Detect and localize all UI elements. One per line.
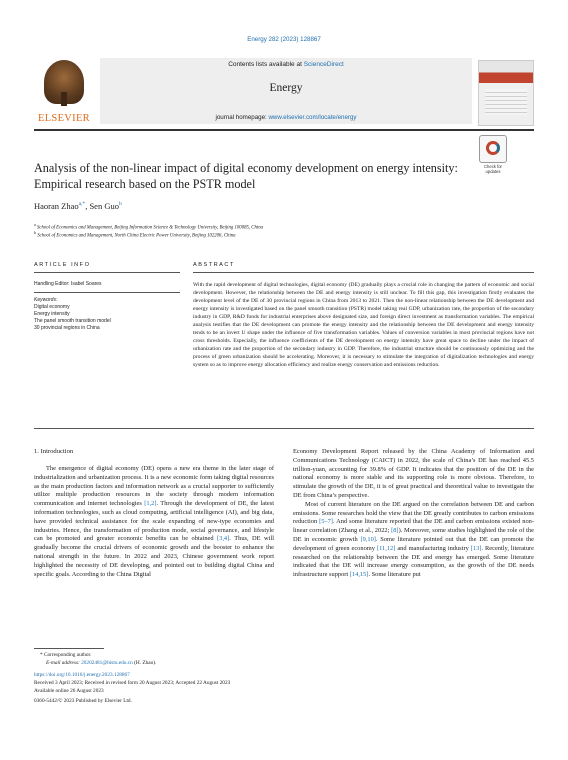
abstract-heading: ABSTRACT bbox=[193, 262, 235, 268]
doi-link[interactable]: https://doi.org/10.1016/j.energy.2023.128867 bbox=[34, 672, 130, 678]
check-for-updates-button[interactable]: Check for updates bbox=[478, 135, 508, 174]
publisher-name: ELSEVIER bbox=[38, 113, 90, 124]
copyright: 0360-5442/© 2023 Published by Elsevier Ltd. bbox=[34, 698, 132, 704]
intro-right-column bbox=[293, 448, 534, 580]
article-info-rule bbox=[34, 272, 180, 273]
citation-link[interactable]: [13] bbox=[470, 544, 482, 552]
corresponding-note: * Corresponding author. bbox=[40, 652, 92, 658]
journal-banner bbox=[100, 58, 472, 124]
affiliation-marker[interactable]: a,* bbox=[78, 201, 86, 208]
available-online: Available online 26 August 2023 bbox=[34, 688, 104, 694]
citation-link[interactable]: [9,10] bbox=[360, 535, 376, 543]
abstract-rule bbox=[193, 272, 534, 273]
article-title: Analysis of the non-linear impact of digital economy development on energy intensity: Empirical research based on the PSTR model bbox=[34, 161, 458, 191]
keyword: 30 provincial regions in China bbox=[34, 325, 100, 331]
received-dates: Received 3 April 2023; Received in revised form 20 August 2023; Accepted 22 August 2023 bbox=[34, 680, 231, 686]
intro-left-column bbox=[34, 465, 274, 579]
article-info-heading: ARTICLE INFO bbox=[34, 262, 91, 268]
section-heading-introduction: 1. Introduction bbox=[34, 448, 74, 455]
contents-line: Contents lists available at ScienceDirect bbox=[228, 61, 344, 68]
author-list: Haoran Zhao$^{a,*}$, Sen Guo$^b$ bbox=[34, 201, 122, 211]
journal-cover-thumbnail[interactable] bbox=[478, 60, 534, 126]
paragraph: The emergence of digital economy (DE) opens a new era theme in the later stage of industrialization and urbanization process. It is a new economic form taking digital resources as the main production factors and information network as a crucial supporter to sufficiently utilize multiple production resources in the society through modern information communication and internet technologies [1,2]. Through the development of DE, the latest information technologies, such as cloud computing, artificial intelligence (AI), and big data, have provided technical assistance for the scale expanding of new-type economies and industries. Hence, the transformation of production mode, social governance, and lifestyle can be promoted and greater economic benefits can be obtained [3,4]. Thus, DE will gradually become the crucial drivers of economic growth and the booster to enhance the national strength in the future. In 2022 and 2023, Chinese government work report highlighted the necessity of DE developing, and pointed out to building digital China and specific goals. According to the China Digital bbox=[34, 465, 274, 578]
paragraph: Most of current literature on the DE argued on the correlation between DE and carbon emissions. Some researches hold the view that the DE greatly contributes to carbon emissions reduction [5–7]. And some literature reported that the DE and carbon emissions existed non-linear correlation (Zhang et al., 2022; [8]). Moreover, some studies highlighted the role of the DE in economic growth [9,10]. Some literature pointed out that the DE can promote the development of green economy [11,12] and manufacturing industry [13]. Recently, literature researched on the relationship between the DE and energy has emerged. Some literature indicated that the DE will increase energy consumption, as the growth of the DE needs infrastructure support [14,15]. Some literature put bbox=[293, 500, 534, 579]
sciencedirect-link[interactable]: ScienceDirect bbox=[303, 61, 344, 68]
paragraph: Economy Development Report released by the China Academy of Information and Communications Technology (CAICT) in 2022, the scale of China’s DE has reached 45.5 trillion-yuan, accounting for 39.8% of GDP. It indicates that the position of the DE in the national economy is more stable and its supporting role is more obvious. Therefore, to stimulate the growth of the DE, it is of great practical and theoretical value to investigate the DE from China’s perspective. bbox=[293, 448, 534, 499]
header-divider bbox=[34, 129, 534, 131]
affiliation-b: $^b$ School of Economics and Management, North China Electric Power University, Beijing 102206, China bbox=[34, 230, 236, 239]
abstract-text: With the rapid development of digital technologies, digital economy (DE) gradually plays a crucial role in changing the pattern of economic and social development. However, the relationship between the DE and energy intensity is still unclear. To fill this gap, this investigation firstly evaluates the development level of the DE of 30 provincial regions in China from 2013 to 2021. Then the non-linear relationship between the DE development and energy intensity is investigated based on the panel smooth transition (PSTR) model taking real GDP, urbanization rate, the proportion of the secondary industry in GDP, R&D funds for industrial enterprises above designated size, and foreign direct investment as transformation variables. The empirical analysis testifies that the DE development can promote the energy intensity and the relationship between the DE development and energy intensity tends to be an invert U shape under the influence of five transformation variables. Values of conversion variables in most provincial regions have not cross thresholds. Especially, the influence coefficients of the DE development on energy intensity have great space to decline under the impact of urbanization rate and the proportion of the secondary industry in GDP. Therefore, the industrial structure should be continuously optimizing and the process of green urbanization should be accelerating. Moreover, it is necessary to stimulate the integration of digitalization technologies and energy system so as to improve energy allocation efficiency and realize energy conservation and emissions reduction. bbox=[193, 282, 534, 368]
editor-rule bbox=[34, 292, 180, 293]
keyword: Digital economy bbox=[34, 304, 70, 310]
keywords-block bbox=[34, 297, 111, 332]
citation-link[interactable]: [14,15] bbox=[349, 571, 369, 579]
citation-link[interactable]: [1,2] bbox=[144, 500, 157, 508]
keywords-label: Keywords: bbox=[34, 297, 58, 303]
email-line: E-mail address: 20202481@bistu.edu.cn (H. Zhao). bbox=[46, 660, 157, 666]
affiliation-marker[interactable]: b bbox=[118, 201, 122, 208]
citation-link[interactable]: [11,12] bbox=[376, 544, 396, 552]
citation-link[interactable]: [3,4] bbox=[217, 535, 230, 543]
author-name[interactable]: Sen Guo bbox=[89, 201, 119, 211]
footnote-rule bbox=[34, 648, 104, 649]
citation-link[interactable]: [8] bbox=[391, 527, 399, 535]
keyword: The panel smooth transition model bbox=[34, 318, 111, 324]
affiliation-a: $^a$ School of Economics and Management, Beijing Information Science & Technology University, Beijing 100085, China bbox=[34, 222, 264, 231]
homepage-link[interactable]: www.elsevier.com/locate/energy bbox=[268, 114, 357, 121]
keyword: Energy intensity bbox=[34, 311, 70, 317]
handling-editor: Handling Editor: Isabel Soares bbox=[34, 281, 102, 287]
journal-homepage: journal homepage: www.elsevier.com/locate/energy bbox=[215, 114, 357, 121]
citation-link[interactable]: [5–7] bbox=[319, 518, 333, 526]
email-link[interactable]: 20202481@bistu.edu.cn bbox=[81, 660, 133, 666]
abstract-bottom-rule bbox=[34, 428, 534, 429]
author-name[interactable]: Haoran Zhao bbox=[34, 201, 79, 211]
check-updates-icon bbox=[479, 135, 507, 163]
journal-title: Energy bbox=[269, 82, 303, 94]
elsevier-logo[interactable] bbox=[34, 58, 94, 124]
journal-citation[interactable]: Energy 282 (2023) 128867 bbox=[247, 36, 321, 43]
